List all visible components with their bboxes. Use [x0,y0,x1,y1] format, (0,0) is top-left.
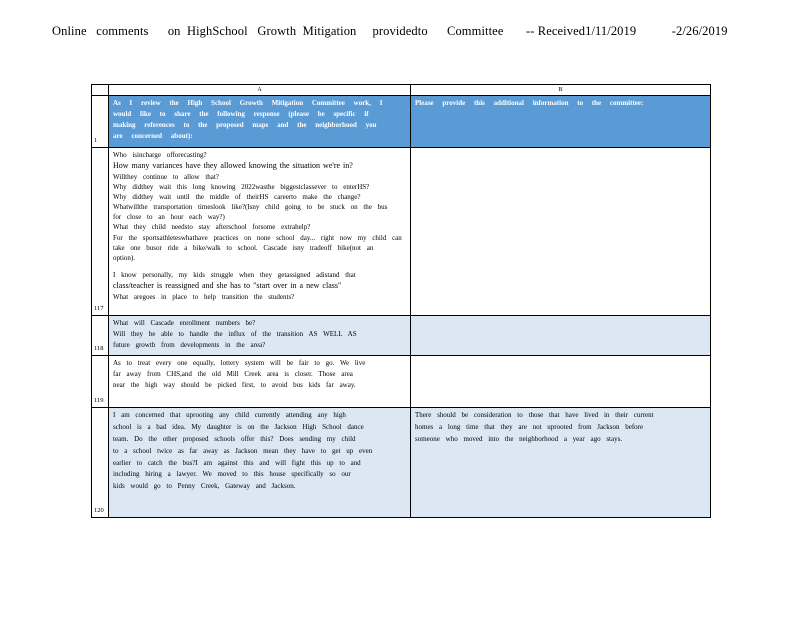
cell-a[interactable] [109,316,411,356]
cell-line: As to treat every one equally, lottery system will be fair to go. We live [113,359,366,367]
cell-a[interactable] [109,356,411,408]
spreadsheet-table [91,84,711,518]
column-header-b[interactable]: B [411,85,711,96]
column-header-row [92,85,711,96]
cell-line [113,263,406,270]
cell-line: I know personally, my kids struggle when they getassigned adistand that [113,271,356,279]
cell-line: far away from CHS,and the old Mill Creek area is closer. Those area [113,369,353,378]
cell-line: Willthey continue to allow that? [113,172,219,181]
cell-line: option). [113,253,135,262]
cell-line: take one busor ride a bike/walk to school. Cascade isny tradeoff bike(not an [113,243,374,252]
cell-a[interactable] [109,408,411,518]
cell-line: As I review the High School Growth Mitigation Committee work, I [113,99,383,107]
row-number[interactable]: 120 [92,408,109,518]
cell-line: near the high way should be picked first, to avoid bus kids far away. [113,380,356,389]
cell-b[interactable] [411,316,711,356]
table-row [92,148,711,316]
cell-line: would like to share the following response (please be specific if [113,109,369,118]
column-header-a[interactable]: A [109,85,411,96]
cell-line: team. Do the other proposed schools offer this? Does sending my child [113,434,356,443]
table-row [92,356,711,408]
cell-line: Please provide this additional information to the committee: [415,99,644,107]
cell-line: are concerned about): [113,131,193,140]
page-title: Online comments on HighSchool Growth Mitigation providedto Committee -- Received1/11/2019 -2/26/2019 [52,24,728,38]
cell-line: What will Cascade enrollment numbers be? [113,319,256,327]
cell-a[interactable] [109,96,411,148]
corner-cell [92,85,109,96]
cell-b[interactable] [411,96,711,148]
cell-b[interactable] [411,356,711,408]
cell-b[interactable] [411,148,711,316]
cell-line: class/teacher is reassigned and she has to "start over in a new class" [113,281,342,291]
row-number[interactable]: 117 [92,148,109,316]
cell-line: including hiring a lawyer. We moved to this house specifically so our [113,470,351,479]
cell-line: school is a bad idea. My daughter is on the Jackson High School dance [113,422,364,431]
cell-line: What they child needsto stay afterschool forsome extrahelp? [113,223,311,232]
cell-line: Who isincharge offorecasting? [113,151,207,159]
table-row [92,408,711,518]
cell-line: Why didthey wait until the middle of theirHS careerto make the change? [113,193,361,202]
cell-line: Whatwillthe transportation timeslook like?(Isny child going to be stuck on the bus [113,203,388,212]
cell-line: How many variances have they allowed knowing the situation we're in? [113,161,353,171]
cell-line: making references to the proposed maps and the neighborhood you [113,120,377,129]
cell-line: kids would go to Penny Creek, Gateway and Jackson. [113,482,296,491]
cell-line: Why didthey wait this long knowing 2022wasthe biggestclassever to enterHS? [113,182,370,191]
cell-a[interactable] [109,148,411,316]
cell-line: earlier to catch the bus?I am against this and will fight this up to and [113,458,361,467]
table-row [92,96,711,148]
cell-line: There should be consideration to those that have lived in their current [415,411,654,419]
row-number[interactable]: 1 [92,96,109,148]
cell-line: to a school twice as far away as Jackson mean they have to get up even [113,446,373,455]
row-number[interactable]: 118 [92,316,109,356]
cell-line: for close to an hour each way?) [113,213,225,222]
cell-line: someone who moved into the neighborhood a year ago stays. [415,434,623,443]
table-row [92,316,711,356]
cell-line: I am concerned that uprooting any child currently attending any high [113,411,346,419]
cell-line: Will they be able to handle the influx of the transition AS WELL AS [113,329,357,338]
cell-b[interactable] [411,408,711,518]
row-number[interactable]: 119 [92,356,109,408]
cell-line: homes a long time that they are not uprooted from Jackson before [415,422,644,431]
cell-line: What aregoes in place to help transition the students? [113,292,295,301]
cell-line: For the sportsathleteswhathave practices on none school day... right now my child can [113,233,402,242]
cell-line: future growth from developments in the area? [113,340,266,349]
